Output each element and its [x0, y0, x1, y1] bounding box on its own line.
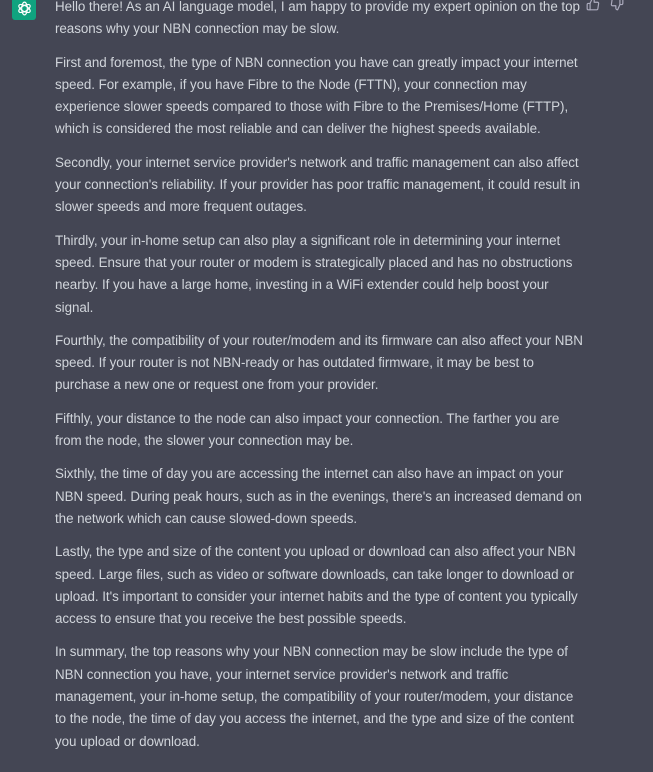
- thumbs-up-icon: [586, 0, 600, 11]
- assistant-avatar: [12, 0, 36, 20]
- thumbs-down-button[interactable]: [609, 0, 625, 12]
- message-paragraph: Thirdly, your in-home setup can also play a significant role in determining your internet speed. Ensure that your router or modem is strategically placed and has no obstructions nearby. If you have a large home, investing in a WiFi extender could help boost your signal.: [55, 232, 573, 315]
- thumbs-down-icon: [610, 0, 624, 11]
- message-paragraph: Sixthly, the time of day you are accessing the internet can also have an impact on your NBN speed. During peak hours, such as in the evenings, there's an increased demand on the network which can cause slowed-down speeds.: [55, 466, 582, 526]
- message-paragraph: Fifthly, your distance to the node can also impact your connection. The farther you are from the node, the slower your connection may be.: [55, 410, 560, 449]
- message-paragraph: Lastly, the type and size of the content you upload or download can also affect your NBN speed. Large files, such as video or software downloads, can take longer to download or upload. It's important to consider your internet habits and the type of content you typically access to ensure that you receive the best possible speeds.: [55, 544, 578, 627]
- openai-logo-icon: [16, 0, 33, 17]
- assistant-message: [55, 0, 587, 764]
- message-paragraph: Hello there! As an AI language model, I am happy to provide my expert opinion on the top reasons why your NBN connection may be slow.: [55, 0, 580, 37]
- message-paragraph: First and foremost, the type of NBN connection you have can greatly impact your internet speed. For example, if you have Fibre to the Node (FTTN), your connection may experience slower speeds compared to those with Fibre to the Premises/Home (FTTP), which is considered the most reliable and can deliver the highest speeds available.: [55, 54, 578, 137]
- message-paragraph: In summary, the top reasons why your NBN connection may be slow include the type of NBN connection you have, your internet service provider's network and traffic management, your in-home setup, the compatibility of your router/modem, your distance to the node, the time of day you access the internet, and the type and size of the content you upload or download.: [55, 644, 574, 749]
- thumbs-up-button[interactable]: [585, 0, 601, 12]
- feedback-controls: [585, 0, 625, 12]
- message-paragraph: Secondly, your internet service provider's network and traffic management can also affect your connection's reliability. If your provider has poor traffic management, it could result in slower speeds and more frequent outages.: [55, 154, 581, 215]
- message-paragraph: Fourthly, the compatibility of your router/modem and its firmware can also affect your NBN speed. If your router is not NBN-ready or has outdated firmware, it may be best to purchase a new one or request one from your provider.: [55, 332, 583, 393]
